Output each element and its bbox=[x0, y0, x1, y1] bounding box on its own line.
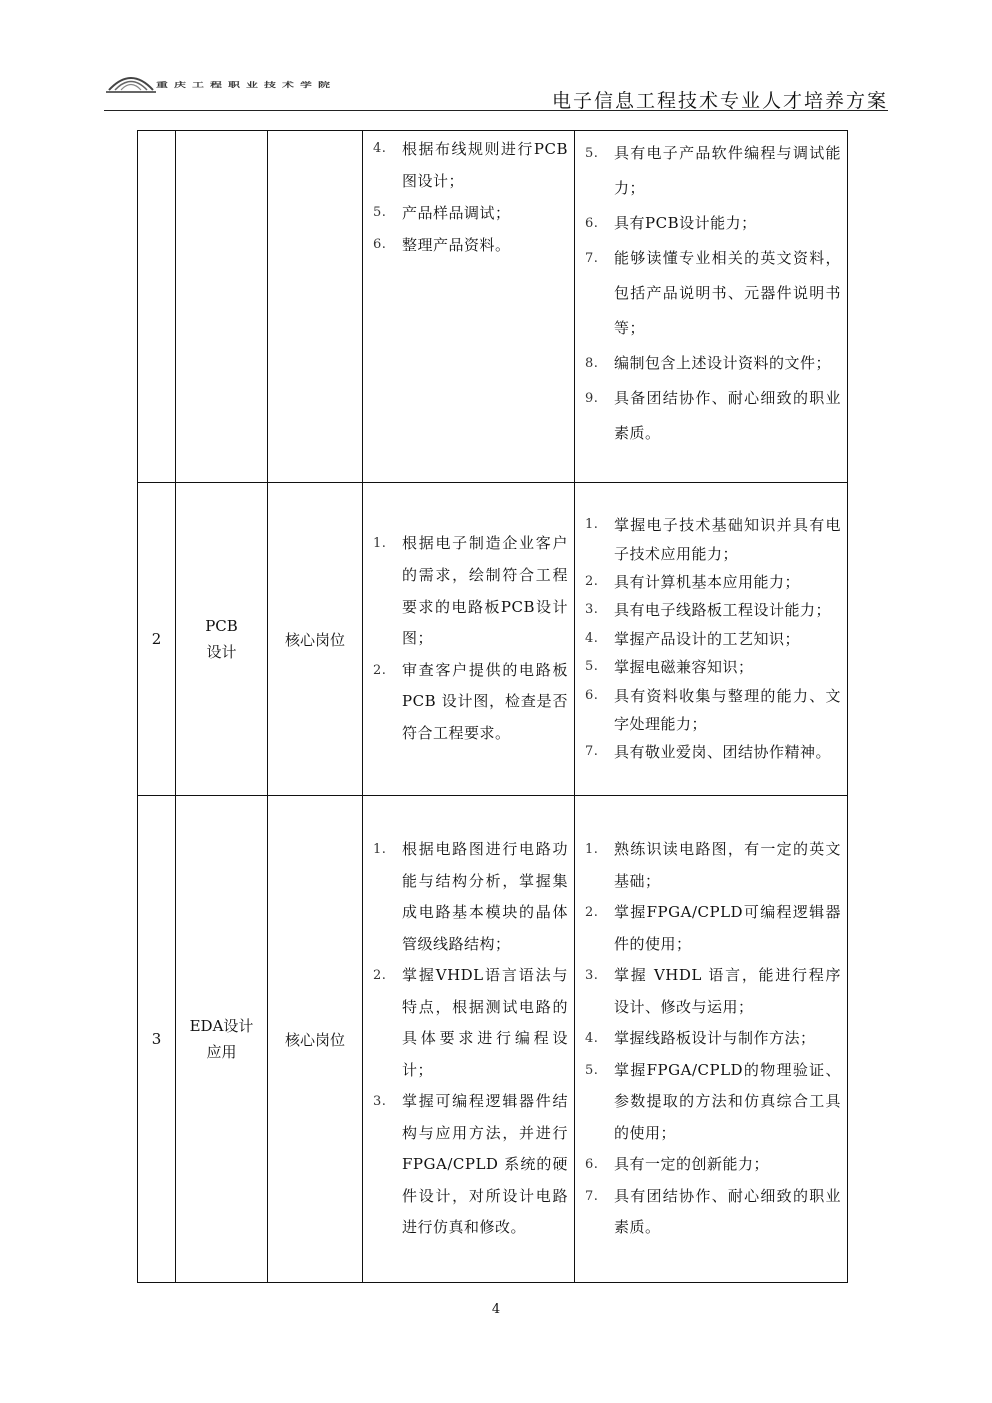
list-item: 1. 掌握电子技术基础知识并具有电子技术应用能力； bbox=[585, 516, 841, 563]
list-item: 5. 掌握FPGA/CPLD的物理验证、参数提取的方法和仿真综合工具的使用； bbox=[585, 1060, 841, 1142]
table-row bbox=[138, 483, 848, 796]
list-item: 6. 具有资料收集与整理的能力、文字处理能力； bbox=[585, 686, 841, 734]
table-row bbox=[138, 796, 848, 1283]
ability-requirements bbox=[575, 796, 848, 1283]
ability-list bbox=[575, 834, 847, 1244]
list-item: 8. 编制包含上述设计资料的文件； bbox=[585, 354, 832, 372]
list-item: 2. 掌握VHDL语言语法与特点，根据测试电路的具体要求进行编程设计； bbox=[373, 966, 568, 1079]
ability-list bbox=[575, 511, 847, 767]
list-item: 7. 具有团结协作、耐心细致的职业素质。 bbox=[585, 1186, 841, 1237]
list-item: 1. 根据电子制造企业客户的需求，绘制符合工程要求的电路板PCB设计图； bbox=[373, 534, 568, 648]
ability-requirements bbox=[575, 483, 848, 796]
list-item: 6. 具有一定的创新能力； bbox=[585, 1155, 770, 1174]
list-item: 1. 根据电路图进行电路功能与结构分析，掌握集成电路基本模块的晶体管级线路结构； bbox=[373, 840, 568, 953]
list-item: 7. 具有敬业爱岗、团结协作精神。 bbox=[585, 743, 832, 762]
position-type bbox=[268, 131, 363, 483]
task-list bbox=[363, 133, 574, 261]
list-item: 2. 掌握FPGA/CPLD可编程逻辑器件的使用； bbox=[585, 903, 841, 953]
list-item: 7. 能够读懂专业相关的英文资料，包括产品说明书、元器件说明书等； bbox=[585, 249, 841, 337]
row-number: 2 bbox=[138, 483, 176, 796]
list-item: 2. 审查客户提供的电路板 PCB 设计图，检查是否符合工程要求。 bbox=[373, 660, 568, 742]
page-header bbox=[104, 66, 888, 111]
position-name: PCB 设计 bbox=[176, 483, 268, 796]
school-emblem-icon bbox=[106, 68, 156, 96]
list-item: 6. 具有PCB设计能力； bbox=[585, 214, 757, 232]
list-item: 6. 整理产品资料。 bbox=[373, 236, 511, 254]
position-type: 核心岗位 bbox=[268, 483, 363, 796]
table-row bbox=[138, 131, 848, 483]
work-tasks bbox=[363, 796, 575, 1283]
row-number: 3 bbox=[138, 796, 176, 1283]
work-tasks bbox=[363, 483, 575, 796]
list-item: 4. 根据布线规则进行PCB图设计； bbox=[373, 140, 568, 190]
position-table bbox=[137, 130, 848, 1283]
ability-requirements bbox=[575, 131, 848, 483]
row-number bbox=[138, 131, 176, 483]
position-name: EDA设计 应用 bbox=[176, 796, 268, 1283]
document-title: 电子信息工程技术专业人才培养方案 bbox=[551, 90, 888, 112]
ability-list bbox=[575, 136, 847, 451]
list-item: 5. 掌握电磁兼容知识； bbox=[585, 658, 754, 677]
list-item: 4. 掌握产品设计的工艺知识； bbox=[585, 629, 801, 648]
list-item: 5. 产品样品调试； bbox=[373, 204, 511, 222]
position-name bbox=[176, 131, 268, 483]
list-item: 1. 熟练识读电路图，有一定的英文基础； bbox=[585, 840, 841, 890]
task-list bbox=[363, 834, 574, 1244]
list-item: 2. 具有计算机基本应用能力； bbox=[585, 572, 801, 591]
list-item: 3. 掌握 VHDL 语言，能进行程序设计、修改与运用； bbox=[585, 966, 841, 1016]
task-list bbox=[363, 528, 574, 749]
position-type: 核心岗位 bbox=[268, 796, 363, 1283]
work-tasks bbox=[363, 131, 575, 483]
school-name: 重庆工程职业技术学院 bbox=[156, 81, 337, 89]
list-item: 3. 掌握可编程逻辑器件结构与应用方法，并进行 FPGA/CPLD 系统的硬件设计，对所设计电路进行仿真和修改。 bbox=[373, 1092, 568, 1237]
list-item: 4. 掌握线路板设计与制作方法； bbox=[585, 1029, 816, 1048]
school-logo bbox=[106, 68, 337, 98]
list-item: 5. 具有电子产品软件编程与调试能力； bbox=[585, 144, 841, 197]
page-number: 4 bbox=[491, 1302, 501, 1317]
list-item: 9. 具备团结协作、耐心细致的职业素质。 bbox=[585, 389, 841, 442]
list-item: 3. 具有电子线路板工程设计能力； bbox=[585, 601, 832, 620]
